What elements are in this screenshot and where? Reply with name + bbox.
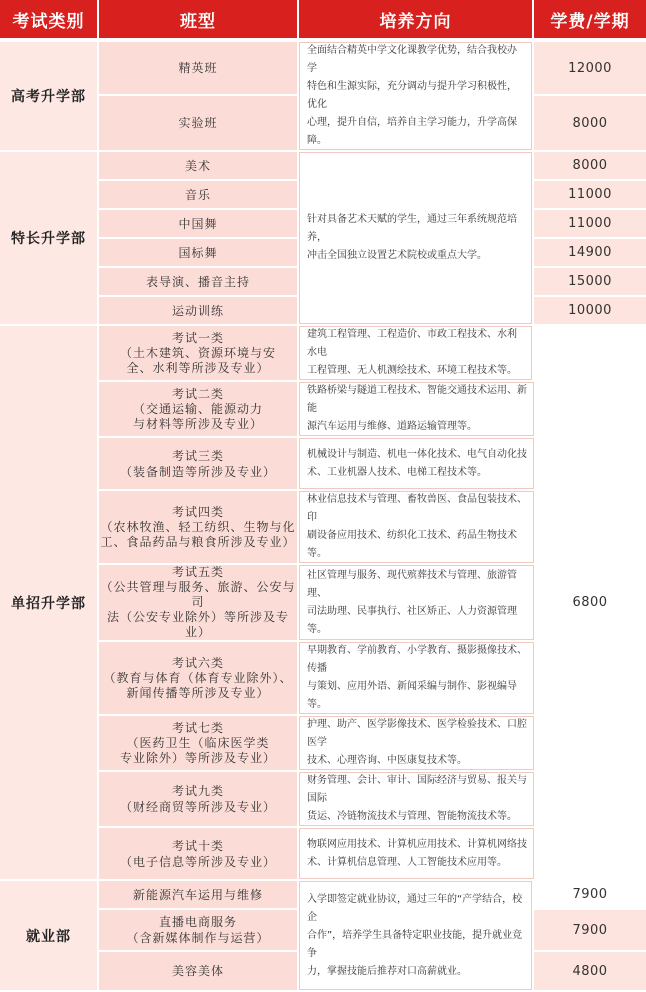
text-line: （医药卫生（临床医学类 [126,735,270,750]
header-class-type: 班型 [99,0,299,42]
fee-cell: 7900 [534,881,646,910]
text-line: 工、食品药品与粮食所涉及专业） [100,534,296,549]
text-line: 合作”，培养学生具备特定职业技能，提升就业竞争 [307,929,523,959]
text-line: 考试二类 [171,386,224,401]
text-line: 中国舞 [178,216,218,231]
text-line: 专业除外）等所涉及专业） [119,750,276,765]
fee-cell: 11000 [534,210,646,239]
text-line: 工程管理、无人机测绘技术、环境工程技术等。 [307,365,517,376]
text-line: 美术 [184,158,211,173]
text-line: 针对具备艺术天赋的学生，通过三年系统规范培养， [307,214,517,243]
class-type-cell [99,910,299,952]
header-category: 考试类别 [0,0,99,42]
text-line: 新能源汽车运用与维修 [132,887,263,902]
text-line: 音乐 [184,187,211,202]
class-type-cell [99,326,299,382]
direction-cell [299,881,534,992]
text-line: 实验班 [178,116,218,131]
text-line: 财务管理、会计、审计、国际经济与贸易、报关与国际 [307,775,527,804]
fee-cell: 7900 [534,910,646,952]
table-row [0,881,646,910]
text-line: 术、工业机器人技术、电梯工程技术等。 [307,466,487,478]
text-line: 考试六类 [171,655,224,670]
direction-cell [299,326,534,382]
text-line: （装备制造等所涉及专业） [119,464,276,479]
direction-cell [299,382,534,438]
text-line: 全、水利等所涉及专业） [126,360,270,375]
fee-cell: 8000 [534,96,646,152]
text-line: （土木建筑、资源环境与安 [119,345,276,360]
text-line: 心理，提升自信，培养自主学习能力，升学高保障。 [307,117,517,146]
class-type-cell [99,716,299,772]
text-line: 国标舞 [178,245,218,260]
text-line: （教育与体育（体育专业除外）、 [103,670,293,685]
class-type-cell [99,210,299,239]
text-line: （公共管理与服务、旅游、公安与司 [100,580,296,609]
direction-cell [299,772,534,828]
table-body [0,42,646,992]
fee-cell: 4800 [534,952,646,992]
class-type-cell [99,152,299,181]
class-type-cell [99,828,299,881]
text-line: 社区管理与服务、现代殡葬技术与管理、旅游管理、 [307,569,517,599]
direction-cell [299,42,534,152]
class-type-cell [99,42,299,96]
text-line: 铁路桥梁与隧道工程技术、智能交通技术运用、新能 [307,385,527,414]
class-type-cell [99,297,299,326]
text-line: 法（公安专业除外）等所涉及专业） [106,610,289,639]
class-type-cell [99,181,299,210]
text-line: 早期教育、学前教育、小学教育、摄影摄像技术、传播 [307,645,527,674]
fee-cell: 8000 [534,152,646,181]
class-type-cell [99,438,299,491]
class-type-cell [99,96,299,152]
class-type-cell [99,491,299,565]
text-line: 力，掌握技能后推荐对口高薪就业。 [307,965,467,977]
text-line: 表导演、播音主持 [145,274,250,289]
text-line: 司法助理、民事执行、社区矫正、人力资源管理等。 [307,605,517,635]
text-line: 物联网应用技术、计算机应用技术、计算机网络技 [307,838,527,850]
text-line: 货运、冷链物流技术与管理、智能物流技术等。 [307,811,517,822]
fee-cell: 14900 [534,239,646,268]
direction-cell [299,491,534,565]
text-line: 建筑工程管理、工程造价、市政工程技术、水利水电 [307,329,517,358]
text-line: 林业信息技术与管理、畜牧兽医、食品包装技术、印 [307,494,527,523]
text-line: 护理、助产、医学影像技术、医学检验技术、口腔医学 [307,719,527,748]
text-line: 全面结合精英中学文化课教学优势，结合我校办学 [307,45,517,74]
text-line: 精英班 [178,61,218,76]
table-row [0,42,646,96]
direction-cell [299,828,534,881]
text-line: 考试七类 [171,720,224,735]
text-line: 考试四类 [171,504,224,519]
text-line: 特色和生源实际，充分调动与提升学习积极性，优化 [307,81,517,110]
text-line: （电子信息等所涉及专业） [119,854,276,869]
text-line: （财经商贸等所涉及专业） [119,800,276,814]
category-single-exam: 单招升学部 [0,326,99,881]
text-line: （农林牧渔、轻工纺织、生物与化 [100,519,296,534]
table-row [0,152,646,181]
direction-cell [299,565,534,642]
text-line: 入学即签定就业协议，通过三年的“产学结合，校企 [307,893,523,923]
text-line: 源汽车运用与维修、道路运输管理等。 [307,421,477,432]
text-line: 美容美体 [171,964,224,978]
text-line: 考试一类 [171,330,224,345]
direction-cell [299,152,534,326]
text-line: 运动训练 [171,303,224,318]
text-line: 术、计算机信息管理、人工智能技术应用等。 [307,856,507,868]
table-header-row [0,0,646,42]
text-line: 与材料等所涉及专业） [132,416,263,431]
class-type-cell [99,642,299,716]
fee-cell: 6800 [534,326,646,881]
class-type-cell [99,382,299,438]
text-line: 刷设备应用技术、纺织化工技术、药品生物技术等。 [307,530,517,559]
text-line: 考试三类 [171,448,224,463]
fee-cell: 10000 [534,297,646,326]
direction-cell [299,438,534,491]
class-type-cell [99,239,299,268]
class-type-cell [99,268,299,297]
fee-cell: 15000 [534,268,646,297]
text-line: 与策划、应用外语、新闻采编与制作、影视编导等。 [307,681,517,710]
class-type-cell [99,565,299,642]
class-type-cell [99,772,299,828]
category-gaokao: 高考升学部 [0,42,99,152]
text-line: 考试五类 [171,565,224,579]
text-line: 冲击全国独立设置艺术院校或重点大学。 [307,250,487,261]
category-talent: 特长升学部 [0,152,99,326]
header-fee: 学费/学期 [534,0,646,42]
text-line: （含新媒体制作与运营） [126,931,270,945]
direction-cell [299,642,534,716]
text-line: 考试十类 [171,838,224,853]
fee-cell: 11000 [534,181,646,210]
text-line: 考试九类 [171,784,224,798]
text-line: （交通运输、能源动力 [132,401,263,416]
fee-cell: 12000 [534,42,646,96]
direction-cell [299,716,534,772]
text-line: 新闻传播等所涉及专业） [126,685,270,700]
category-employment: 就业部 [0,881,99,992]
class-type-cell [99,881,299,910]
text-line: 机械设计与制造、机电一体化技术、电气自动化技 [307,448,527,460]
class-type-cell [99,952,299,992]
text-line: 技术、心理咨询、中医康复技术等。 [307,755,467,766]
table-row [0,326,646,382]
text-line: 直播电商服务 [158,915,237,929]
header-direction: 培养方向 [299,0,534,42]
